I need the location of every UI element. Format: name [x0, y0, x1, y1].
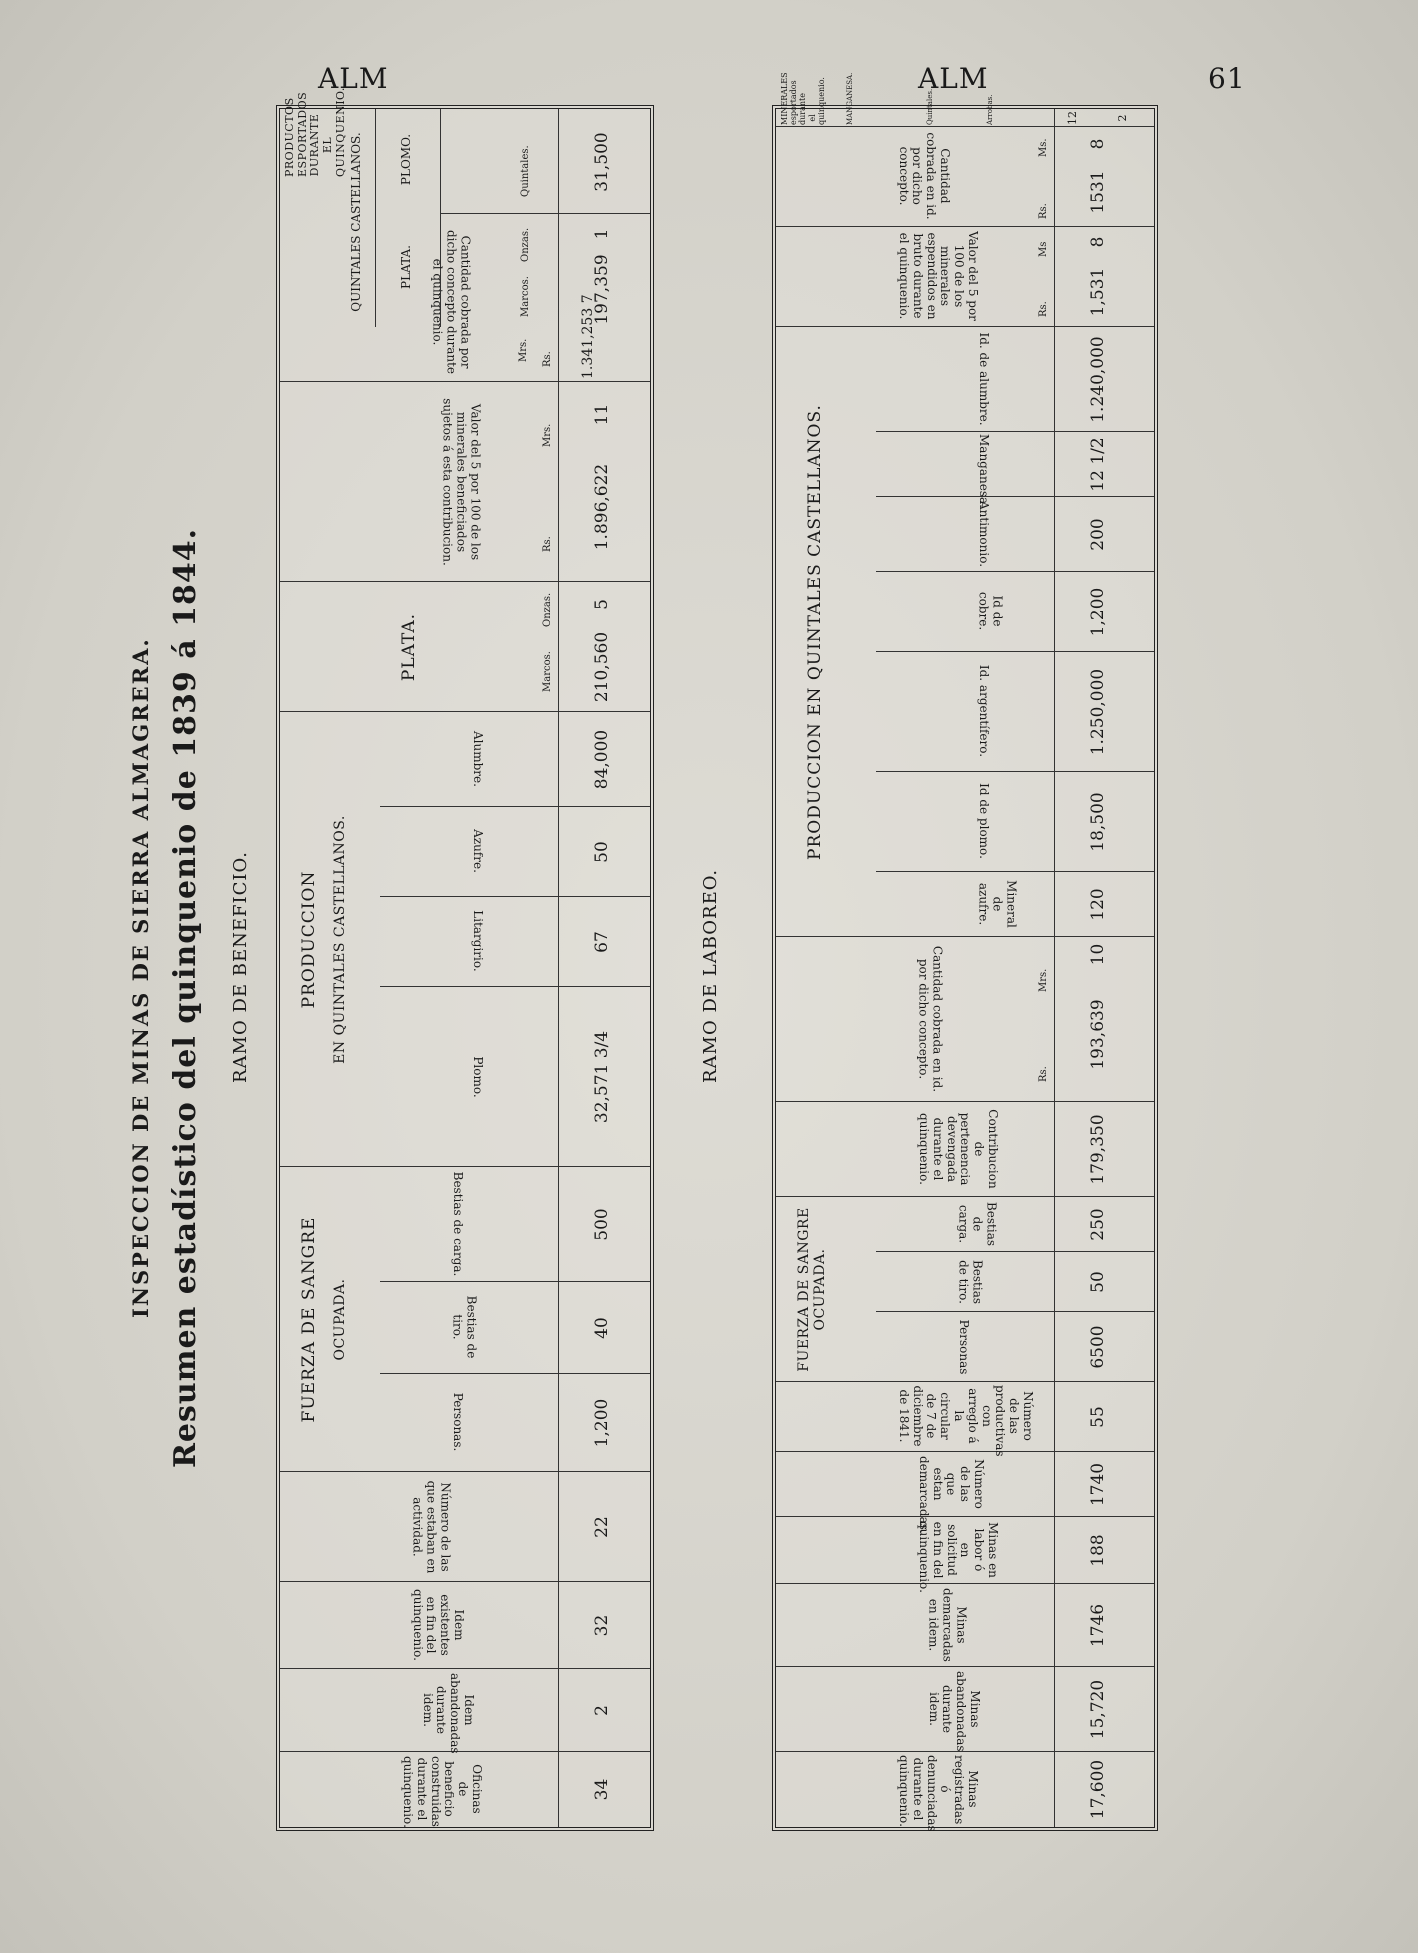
- col-abandonadas-header: Idem abandonadas durante idem.: [420, 1673, 477, 1754]
- exp-plata-header: PLATA.: [399, 245, 413, 289]
- val-mineral-azufre: 120: [1088, 888, 1108, 921]
- val-labor: 188: [1088, 1534, 1108, 1567]
- col-litargirio-header: Litargirio.: [470, 910, 485, 972]
- val-litargirio: 67: [592, 931, 612, 953]
- col-id-cobre-header: Id de cobre.: [976, 591, 1005, 631]
- val-antimonio: 200: [1088, 518, 1108, 551]
- val-lab-personas: 6500: [1088, 1325, 1108, 1369]
- val-oficinas: 34: [592, 1778, 612, 1801]
- valor-rs-unit: Rs.: [542, 536, 553, 552]
- lab-cobrada2-ms-unit: Ms.: [1038, 138, 1049, 157]
- col-lab-cobrada2-header: Cantidad cobrada en id. por dicho concepto.: [896, 132, 953, 220]
- col-bestias-tiro-header: Bestias de tiro.: [450, 1295, 479, 1359]
- productos-esportados-header: PRODUCTOS ESPORTADOS DURANTE EL QUINQUENIO.: [283, 87, 347, 177]
- val-valor-rs: 1.896,622: [592, 463, 612, 551]
- col-manganesa-header: Manganesa.: [976, 434, 991, 508]
- val-estan: 1740: [1088, 1462, 1108, 1507]
- col-estan-header: Número de las que estan demarcadas.: [916, 1456, 986, 1534]
- col-arrobas-header: Arrobas.: [986, 94, 994, 125]
- col-quintales-header: Quintales.: [926, 88, 934, 125]
- col-bestias-carga-header: Bestias de carga.: [450, 1171, 465, 1277]
- val-registradas: 17,600: [1088, 1759, 1108, 1820]
- val-azufre: 50: [592, 841, 612, 863]
- exp-quintales-unit: Quintales.: [520, 145, 531, 197]
- col-lab-personas-header: Personas: [956, 1319, 971, 1375]
- val-id-alumbre: 1.240,000: [1088, 336, 1108, 423]
- quintales-castellanos-header: QUINTALES CASTELLANOS.: [349, 132, 363, 312]
- plata-group-header: PLATA.: [399, 612, 419, 682]
- beneficio-table: [276, 87, 654, 1831]
- inspection-title: INSPECCION DE MINAS DE SIERRA ALMAGRERA.: [128, 637, 153, 1318]
- cobrada-mrs-unit: Mrs.: [518, 338, 529, 362]
- minerales-esportados-header: MINERALES esportados durante el quinquenio.: [780, 72, 826, 125]
- lab-cobrada-rs-unit: Rs.: [1038, 1066, 1049, 1082]
- col-antimonio-header: Antimonio.: [976, 501, 991, 568]
- col-personas-header: Personas.: [450, 1392, 465, 1452]
- val-exp-plata-marcos: 197,359: [592, 254, 612, 325]
- exp-onzas-unit: Onzas.: [520, 227, 531, 262]
- col-existentes-header: Idem existentes en fin del quinquenio.: [410, 1589, 467, 1661]
- col-oficinas-header: Oficinas de beneficio construidas durante el quinquenio.: [400, 1756, 484, 1828]
- col-plomo-header: Plomo.: [470, 1056, 485, 1098]
- col-alumbre-header: Alumbre.: [470, 731, 485, 787]
- val-actividad: 22: [592, 1516, 612, 1538]
- col-demarcadas-header: Minas demarcadas en idem.: [926, 1588, 969, 1662]
- val-lab-carga: 250: [1088, 1208, 1108, 1241]
- summary-title: Resumen estadístico del quinquenio de 1839 á 1844.: [168, 527, 203, 1468]
- val-bestias-tiro: 40: [592, 1317, 612, 1339]
- val-lab-cobrada-mrs: 10: [1088, 943, 1108, 966]
- plata-onzas-unit: Onzas.: [542, 592, 553, 627]
- exp-plomo-header: PLOMO.: [399, 133, 413, 186]
- col-valor-header: Valor del 5 por 100 de los minerales beneficiados sujetos á esta contribucion.: [440, 398, 483, 566]
- col-lab-abandonadas-header: Minas abandonadas durante idem.: [926, 1671, 983, 1752]
- col-argentifero-header: Id. argentífero.: [976, 664, 991, 758]
- val-plata-marcos: 210,560: [592, 631, 612, 703]
- lab-produccion-group-header: PRODUCCION EN QUINTALES CASTELLANOS.: [805, 404, 825, 860]
- col-lab-tiro-header: Bestias de tiro.: [956, 1259, 985, 1305]
- val-alumbre: 84,000: [592, 729, 612, 790]
- laboreo-section-label: RAMO DE LABOREO.: [700, 868, 721, 1083]
- val-plomo: 32,571 3/4: [592, 1030, 612, 1124]
- val-bestias-carga: 500: [592, 1208, 612, 1241]
- lab-valor-ms-unit: Ms: [1038, 241, 1049, 257]
- lab-cobrada2-rs-unit: Rs.: [1038, 203, 1049, 219]
- col-id-alumbre-header: Id. de alumbre.: [976, 332, 991, 426]
- val-lab-cobrada2-rs: 1531: [1088, 170, 1108, 214]
- val-lab-valor-ms: 8: [1088, 236, 1108, 248]
- val-id-plomo: 18,500: [1088, 792, 1108, 852]
- val-arrobas: 2: [1116, 114, 1129, 122]
- val-existentes: 32: [592, 1614, 612, 1637]
- valor-mrs-unit: Mrs.: [542, 423, 553, 447]
- col-contribucion-header: Contribucion de pertenencia devengada durante el quinquenio.: [916, 1109, 1000, 1189]
- running-header-center: ALM: [918, 62, 989, 95]
- val-lab-tiro: 50: [1088, 1271, 1108, 1293]
- beneficio-section-label: RAMO DE BENEFICIO.: [230, 851, 251, 1083]
- lab-valor-rs-unit: Rs.: [1038, 301, 1049, 317]
- val-manganesa: 12 1/2: [1088, 437, 1108, 492]
- col-mineral-azufre-header: Mineral de azufre.: [976, 880, 1019, 928]
- val-demarcadas: 1746: [1088, 1603, 1108, 1648]
- exp-marcos-unit: Marcos.: [520, 276, 531, 317]
- val-cobrada-rs-text: 1.341,253 7: [580, 294, 596, 379]
- col-id-plomo-header: Id de plomo.: [976, 783, 991, 859]
- val-lab-valor-rs: 1,531: [1088, 267, 1108, 317]
- val-quintales: 12: [1066, 111, 1079, 125]
- col-lab-valor-header: Valor del 5 por 100 de los minerales espendidos en bruto durante el quinquenio.: [896, 231, 980, 321]
- val-plata-onzas: 5: [592, 599, 612, 610]
- fuerza-sangre-group-header: FUERZA DE SANGRE: [299, 1216, 319, 1423]
- running-header-left: ALM: [318, 62, 389, 95]
- page-number: 61: [1208, 62, 1246, 95]
- col-productivas-header: Número de las productivas con arreglo á la circular de 7 de diciembre de 1841.: [896, 1385, 1035, 1457]
- val-personas: 1,200: [592, 1398, 612, 1448]
- produccion-subheader: EN QUINTALES CASTELLANOS.: [332, 815, 348, 1064]
- val-lab-cobrada-rs: 193,639: [1088, 999, 1108, 1070]
- val-lab-cobrada2-ms: 8: [1088, 138, 1108, 150]
- col-cobrada-header: Cantidad cobrada por dicho concepto durante el quinquenio.: [430, 230, 473, 374]
- value-row-separator: [558, 109, 559, 1827]
- col-azufre-header: Azufre.: [470, 829, 485, 873]
- val-productivas: 55: [1088, 1406, 1108, 1428]
- col-lab-carga-header: Bestias de carga.: [956, 1201, 999, 1247]
- val-exp-plata-onzas: 1: [592, 228, 612, 240]
- lab-fuerza-group-header: FUERZA DE SANGRE OCUPADA.: [796, 1207, 829, 1372]
- fuerza-sangre-subheader: OCUPADA.: [332, 1278, 348, 1361]
- plata-marcos-unit: Marcos.: [542, 651, 553, 692]
- col-labor-header: Minas en labor ó en solicitud en fin del quinquenio.: [916, 1521, 1000, 1593]
- val-argentifero: 1.250,000: [1088, 668, 1108, 756]
- val-lab-abandonadas: 15,720: [1088, 1679, 1108, 1740]
- cobrada-rs-unit: Rs.: [542, 351, 553, 367]
- val-abandonadas: 2: [592, 1705, 612, 1716]
- manganesa-group-header: MANGANESA.: [846, 72, 854, 125]
- val-valor-mrs: 11: [592, 403, 612, 426]
- val-id-cobre: 1,200: [1088, 587, 1108, 637]
- col-registradas-header: Minas registradas ó denunciadas durante el quinquenio.: [896, 1755, 980, 1832]
- laboreo-value-row-separator: [1054, 109, 1055, 1827]
- col-lab-cobrada-header: Cantidad cobrada en id. por dicho concepto.: [916, 945, 945, 1093]
- val-exp-plomo: 31,500: [592, 132, 612, 192]
- col-actividad-header: Número de las que estaban en actividad.: [410, 1480, 453, 1574]
- produccion-group-header: PRODUCCION: [299, 870, 319, 1009]
- lab-cobrada-mrs-unit: Mrs.: [1038, 968, 1049, 992]
- val-contribucion: 179,350: [1088, 1114, 1108, 1185]
